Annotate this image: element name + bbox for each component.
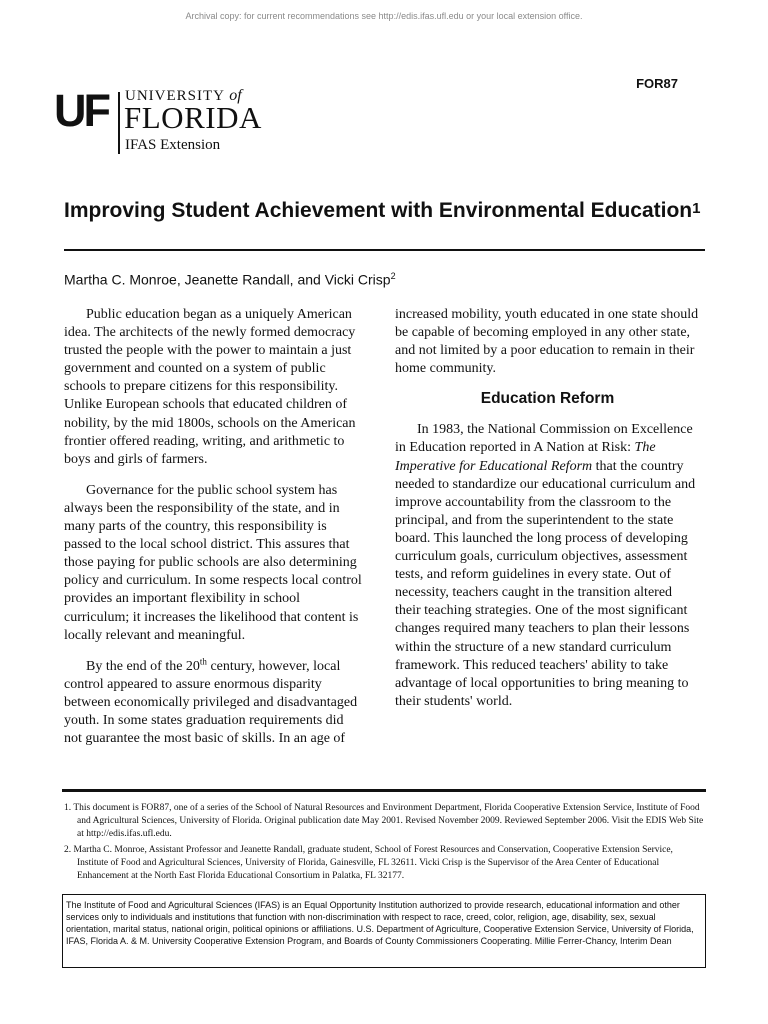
title-footnote-mark: 1 [692, 200, 701, 217]
logo-florida: FLORIDA [124, 100, 262, 135]
archival-notice: Archival copy: for current recommendations see http://edis.ifas.ufl.edu or your local extension office. [185, 11, 583, 21]
uf-ifas-logo [54, 86, 284, 158]
footnote: 2. Martha C. Monroe, Assistant Professor and Jeanette Randall, graduate student, School of Forest Resources and Conservation, Cooperative Extension Service, Institute of Food and Agricultural Sciences, University of Florida, Gainesville, FL 32611. Vicki Crisp is the Supervisor of the Area Center of Educational Enhancement at the North East Florida Educational Consortium in Palatka, FL 32177. [64, 844, 673, 882]
logo-university-line: UNIVERSITY of [125, 87, 242, 104]
logo-divider [118, 92, 120, 154]
paragraph: Governance for the public school system has always been the responsibility of the state, and in many parts of the country, this responsibility is passed to the local school district. This assures that those paying for public schools are also determining policy and curriculum. In some respects local control provides an important flexibility in school curriculum; it increases the likelihood that content is locally relevant and meaningful. [64, 482, 362, 643]
section-heading: Education Reform [480, 390, 615, 408]
footnote: 1. This document is FOR87, one of a series of the School of Natural Resources and Environment Department, Florida Cooperative Extension Service, Institute of Food and Agricultural Sciences, University of Florida. Original publication date May 2001. Revised November 2009. Reviewed September 2006. Visit the EDIS Web Site at http://edis.ifas.ufl.edu. [64, 803, 704, 840]
paragraph: Public education began as a uniquely American idea. The architects of the newly formed democracy trusted the people with the power to maintain a just government and counted on a system of public schools to prepare citizens for this responsibility. Unlike European schools that educated children of nobility, by the mid 1800s, schools on the American frontier offered reading, writing, and arithmetic to boys and girls of farmers. [64, 307, 356, 467]
logo-uf-mark: UF [54, 85, 108, 136]
page-title: Improving Student Achievement with Environmental Education$^1$ [64, 199, 701, 222]
title-rule [64, 249, 705, 251]
eeo-statement-box: The Institute of Food and Agricultural Sciences (IFAS) is an Equal Opportunity Institution authorized to provide research, educational information and other services only to individuals and institutions that function with non-discrimination with respect to race, creed, color, religion, age, disability, sex, sexual orientation, marital status, national origin, political opinions or affiliations. U.S. Department of Agriculture, Cooperative Extension Service, University of Florida, IFAS, Florida A. & M. University Cooperative Extension Program, and Boards of County Commissioners Cooperating. Millie Ferrer-Chancy, Interim Dean [62, 894, 706, 968]
authors: Martha C. Monroe, Jeanette Randall, and Vicki Crisp$^2$ [64, 271, 396, 288]
paragraph: increased mobility, youth educated in one state should be capable of becoming employed in any other state, and not limited by a poor education to remain in their home community. [395, 307, 699, 377]
report-title-italic: The Imperative for Educational Reform [395, 440, 656, 474]
paragraph: In 1983, the National Commission on Excellence in Education reported in A Nation at Risk: The Imperative for Educational Reform that the country needed to standardize our educational curriculum and improve accountability from the classroom to the principal, and from the superintendent to the state board. This launched the long process of developing curriculum goals, curriculum objectives, assessment tests, and reform guidelines in every state. Out of necessity, teachers caught in the transition altered their teaching strategies. One of the most significant changes required many teachers to plan their lessons within the structure of a new standard curriculum framework. This reduced teachers' ability to take advantage of local opportunities to bring meaning to their students' world. [395, 422, 696, 709]
footnote-rule [62, 789, 706, 792]
left-column [64, 306, 364, 748]
paragraph: By the end of the 20th century, however, local control appeared to assure enormous disparity between economically privileged and disadvantaged youth. In some states graduation requirements did not guarantee the most basic of skills. In an age of [64, 656, 358, 747]
right-column [395, 306, 700, 711]
footnotes [64, 802, 704, 885]
authors-footnote-mark: 2 [390, 271, 396, 281]
document-number: FOR87 [636, 76, 678, 91]
logo-ifas-extension: IFAS Extension [125, 137, 221, 153]
